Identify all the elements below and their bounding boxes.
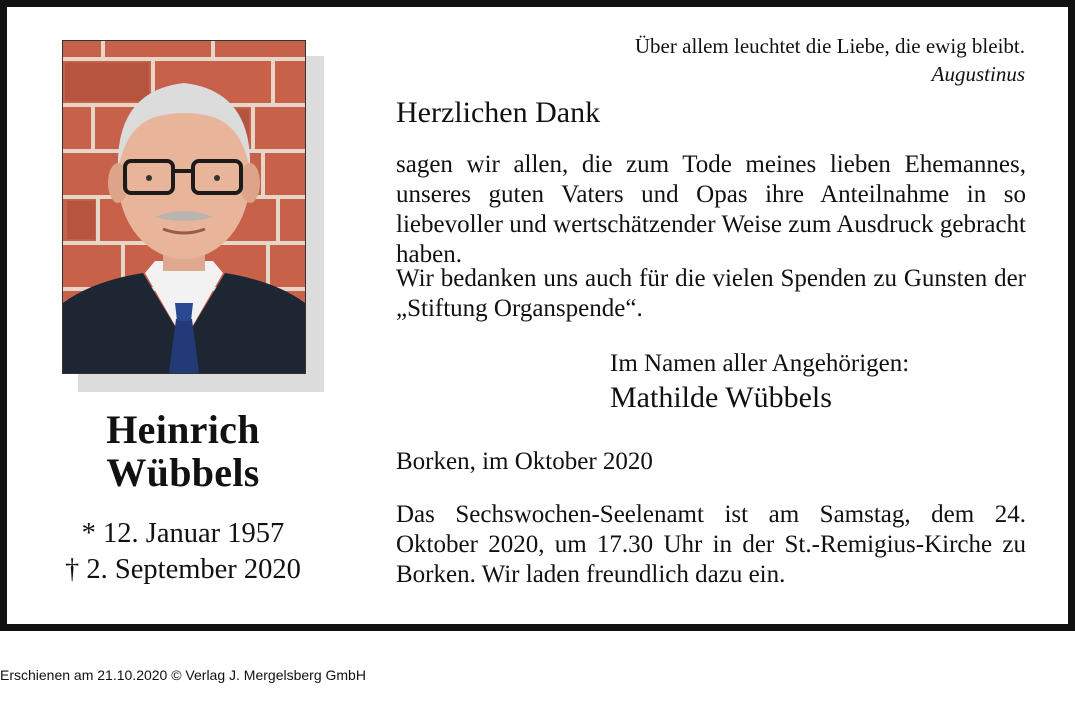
publication-footer: Erschienen am 21.10.2020 © Verlag J. Mergelsberg GmbH <box>0 667 366 683</box>
deceased-name <box>40 408 326 494</box>
epigraph-text: Über allem leuchtet die Liebe, die ewig bleibt. <box>634 34 1025 58</box>
thanks-heading: Herzlichen Dank <box>396 96 601 129</box>
portrait-photo <box>62 40 306 374</box>
memorial-service-info: Das Sechswochen-Seelenamt ist am Samstag, dem 24. Oktober 2020, um 17.30 Uhr in der St.-Remigius-Kirche zu Borken. Wir laden freundlich dazu ein. <box>396 501 1026 588</box>
signature-intro: Im Namen aller Angehörigen: <box>610 350 910 377</box>
place-date: Borken, im Oktober 2020 <box>396 448 653 475</box>
birth-date: * 12. Januar 1957 <box>81 518 285 549</box>
donation-paragraph: Wir bedanken uns auch für die vielen Spenden zu Gunsten der „Stiftung Organspende“. <box>396 265 1026 322</box>
deceased-first-name: Heinrich <box>106 407 260 452</box>
death-date: † 2. September 2020 <box>65 554 301 585</box>
deceased-last-name: Wübbels <box>106 450 260 495</box>
signature-name: Mathilde Wübbels <box>610 381 832 414</box>
epigraph-author: Augustinus <box>931 62 1025 86</box>
thanks-paragraph: sagen wir allen, die zum Tode meines lieben Ehemannes, unseres guten Vaters und Opas ihre Anteilnahme in so liebevoller und wertschätzender Weise zum Ausdruck gebracht haben. <box>396 151 1026 268</box>
epigraph <box>635 32 1025 88</box>
life-dates <box>40 516 326 588</box>
